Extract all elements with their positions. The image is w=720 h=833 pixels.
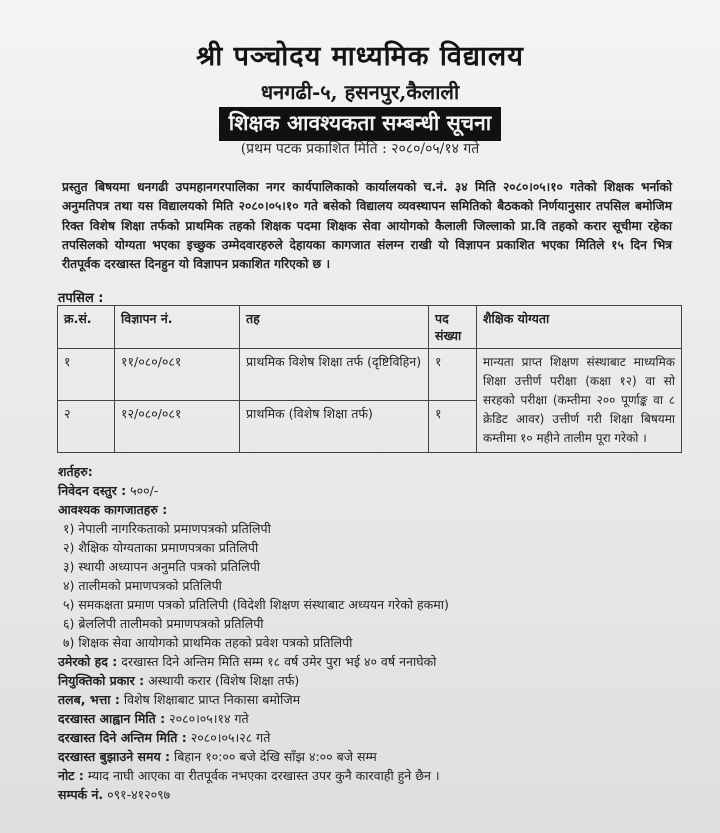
notice-title-wrap	[0, 107, 720, 141]
last-date-value: २०८०।०५।२८ गते	[190, 730, 271, 745]
header-sn: क्र.सं.	[58, 306, 115, 349]
contact-line	[58, 785, 698, 804]
fee-label: निवेदन दस्तुर :	[58, 483, 127, 498]
last-date-line	[58, 728, 698, 747]
note-value: म्याद नाघी आएका वा रीतपूर्वक नभएका दरखास्त उपर कुनै कारवाही हुने छैन ।	[87, 768, 440, 783]
fee-value: ५००/-	[130, 483, 159, 498]
note-line	[58, 766, 698, 785]
call-date-line	[58, 709, 698, 728]
appointment-label: नियुक्तिको प्रकार :	[58, 673, 145, 688]
publish-date: (प्रथम पटक प्रकाशित मिति : २०८०/०५/१४ गते	[240, 141, 480, 157]
contact-value: ०९१-४१२०९७	[107, 787, 171, 802]
salary-line	[58, 690, 698, 709]
salary-label: तलब, भत्ता :	[58, 692, 120, 707]
salary-value: विशेष शिक्षाबाट प्राप्त निकासा बमोजिम	[123, 692, 301, 707]
header-ad-no: विज्ञापन नं.	[115, 306, 240, 349]
cell-sn: १	[58, 349, 115, 401]
cell-posts: १	[429, 349, 477, 401]
age-line	[58, 652, 698, 671]
age-value: दरखास्त दिने अन्तिम मिति सम्म १८ वर्ष उमेर पुरा भई ४० वर्ष ननाघेको	[121, 654, 437, 669]
school-name: श्री पञ्चोदय माध्यमिक विद्यालय	[196, 41, 524, 72]
doc-item: ६) ब्रेललिपी तालीमको प्रमाणपत्रको प्रतिलिपी	[63, 616, 264, 631]
call-date-value: २०८०।०५।१४ गते	[169, 711, 249, 726]
submission-time-value: बिहान १०:०० बजे देखि साँझ ४:०० बजे सम्म	[174, 749, 377, 764]
contact-label: सम्पर्क नं.	[58, 787, 104, 802]
terms-section	[58, 462, 698, 804]
intro-paragraph: प्रस्तुत बिषयमा धनगढी उपमहानगरपालिका नगर कार्यपालिकाको कार्यालयको च.नं. ३४ मिति २०८०।०५।१० गतेको शिक्षक भर्नाको अनुमतिपत्र तथा यस विद्यालयको मिति २०८०।०५।१० गते बसेको विद्यालय व्यवस्थापन समितिको बैठकको निर्णयानुसार तपसिल बमोजिम रिक्त विशेष शिक्षा तर्फको प्राथमिक तहको शिक्षक पदमा शिक्षक सेवा आयोगको कैलाली जिल्लाको प्रा.वि तहको करार सूचीमा रहेका तपसिलको योग्यता भएका इच्छुक उम्मेदवारहरुले देहायका कागजात संलग्न राखी यो विज्ञापन प्रकाशित भएका मितिले १५ दिन भित्र रीतपूर्वक दरखास्त दिनहुन यो विज्ञापन प्रकाशित गरिएको छ ।	[62, 180, 672, 272]
tapasil-label: तपसिल :	[58, 291, 104, 306]
call-date-label: दरखास्त आह्वान मिति :	[58, 711, 166, 726]
age-label: उमेरको हद :	[58, 654, 118, 669]
header-posts: पद संख्या	[429, 306, 477, 349]
header-qualification: शैक्षिक योग्यता	[477, 306, 682, 349]
terms-heading: शर्तहरु:	[58, 464, 93, 479]
docs-heading: आवश्यक कागजातहरु :	[58, 502, 168, 517]
cell-ad-no: ११/०८०/०८१	[115, 349, 240, 401]
cell-sn: २	[58, 401, 115, 453]
table-row	[58, 349, 682, 401]
cell-qualification: मान्यता प्राप्त शिक्षण संस्थाबाट माध्यमिक शिक्षा उत्तीर्ण परीक्षा (कक्षा १२) वा सो सरहको परीक्षा (कम्तीमा २०० पूर्णाङ्क वा ८ क्रेडिट आवर) उत्तीर्ण गरी शिक्षा बिषयमा कम्तीमा १० महीने तालीम पूरा गरेको ।	[477, 349, 682, 453]
cell-ad-no: १२/०८०/०८१	[115, 401, 240, 453]
vacancy-table	[57, 305, 682, 453]
submission-time-line	[58, 747, 698, 766]
school-address: धनगढी-५, हसनपुर,कैलाली	[260, 80, 460, 104]
doc-item: ७) शिक्षक सेवा आयोगको प्राथमिक तहको प्रवेश पत्रको प्रतिलिपी	[63, 635, 353, 650]
note-label: नोट :	[58, 768, 84, 783]
doc-item: ४) तालीमको प्रमाणपत्रको प्रतिलिपी	[63, 578, 222, 593]
doc-item: ५) समकक्षता प्रमाण पत्रको प्रतिलिपी (विदेशी शिक्षण संस्थाबाट अध्ययन गरेको हकमा)	[63, 597, 449, 612]
last-date-label: दरखास्त दिने अन्तिम मिति :	[58, 730, 187, 745]
header-level: तह	[240, 306, 429, 349]
doc-item: २) शैक्षिक योग्यताका प्रमाणपत्रका प्रतिलिपी	[63, 540, 259, 555]
appointment-line	[58, 671, 698, 690]
cell-level: प्राथमिक (विशेष शिक्षा तर्फ)	[240, 401, 429, 453]
cell-posts: १	[429, 401, 477, 453]
doc-item: १) नेपाली नागरिकताको प्रमाणपत्रको प्रतिलिपी	[63, 521, 271, 536]
cell-level: प्राथमिक विशेष शिक्षा तर्फ (दृष्टिविहिन)	[240, 349, 429, 401]
appointment-value: अस्थायी करार (विशेष शिक्षा तर्फ)	[148, 673, 300, 688]
fee-line	[58, 481, 698, 500]
table-header-row	[58, 306, 682, 349]
submission-time-label: दरखास्त बुझाउने समय :	[58, 749, 171, 764]
notice-title: शिक्षक आवश्यकता सम्बन्धी सूचना	[219, 107, 501, 141]
doc-item: ३) स्थायी अध्यापन अनुमति पत्रको प्रतिलिपी	[63, 559, 261, 574]
